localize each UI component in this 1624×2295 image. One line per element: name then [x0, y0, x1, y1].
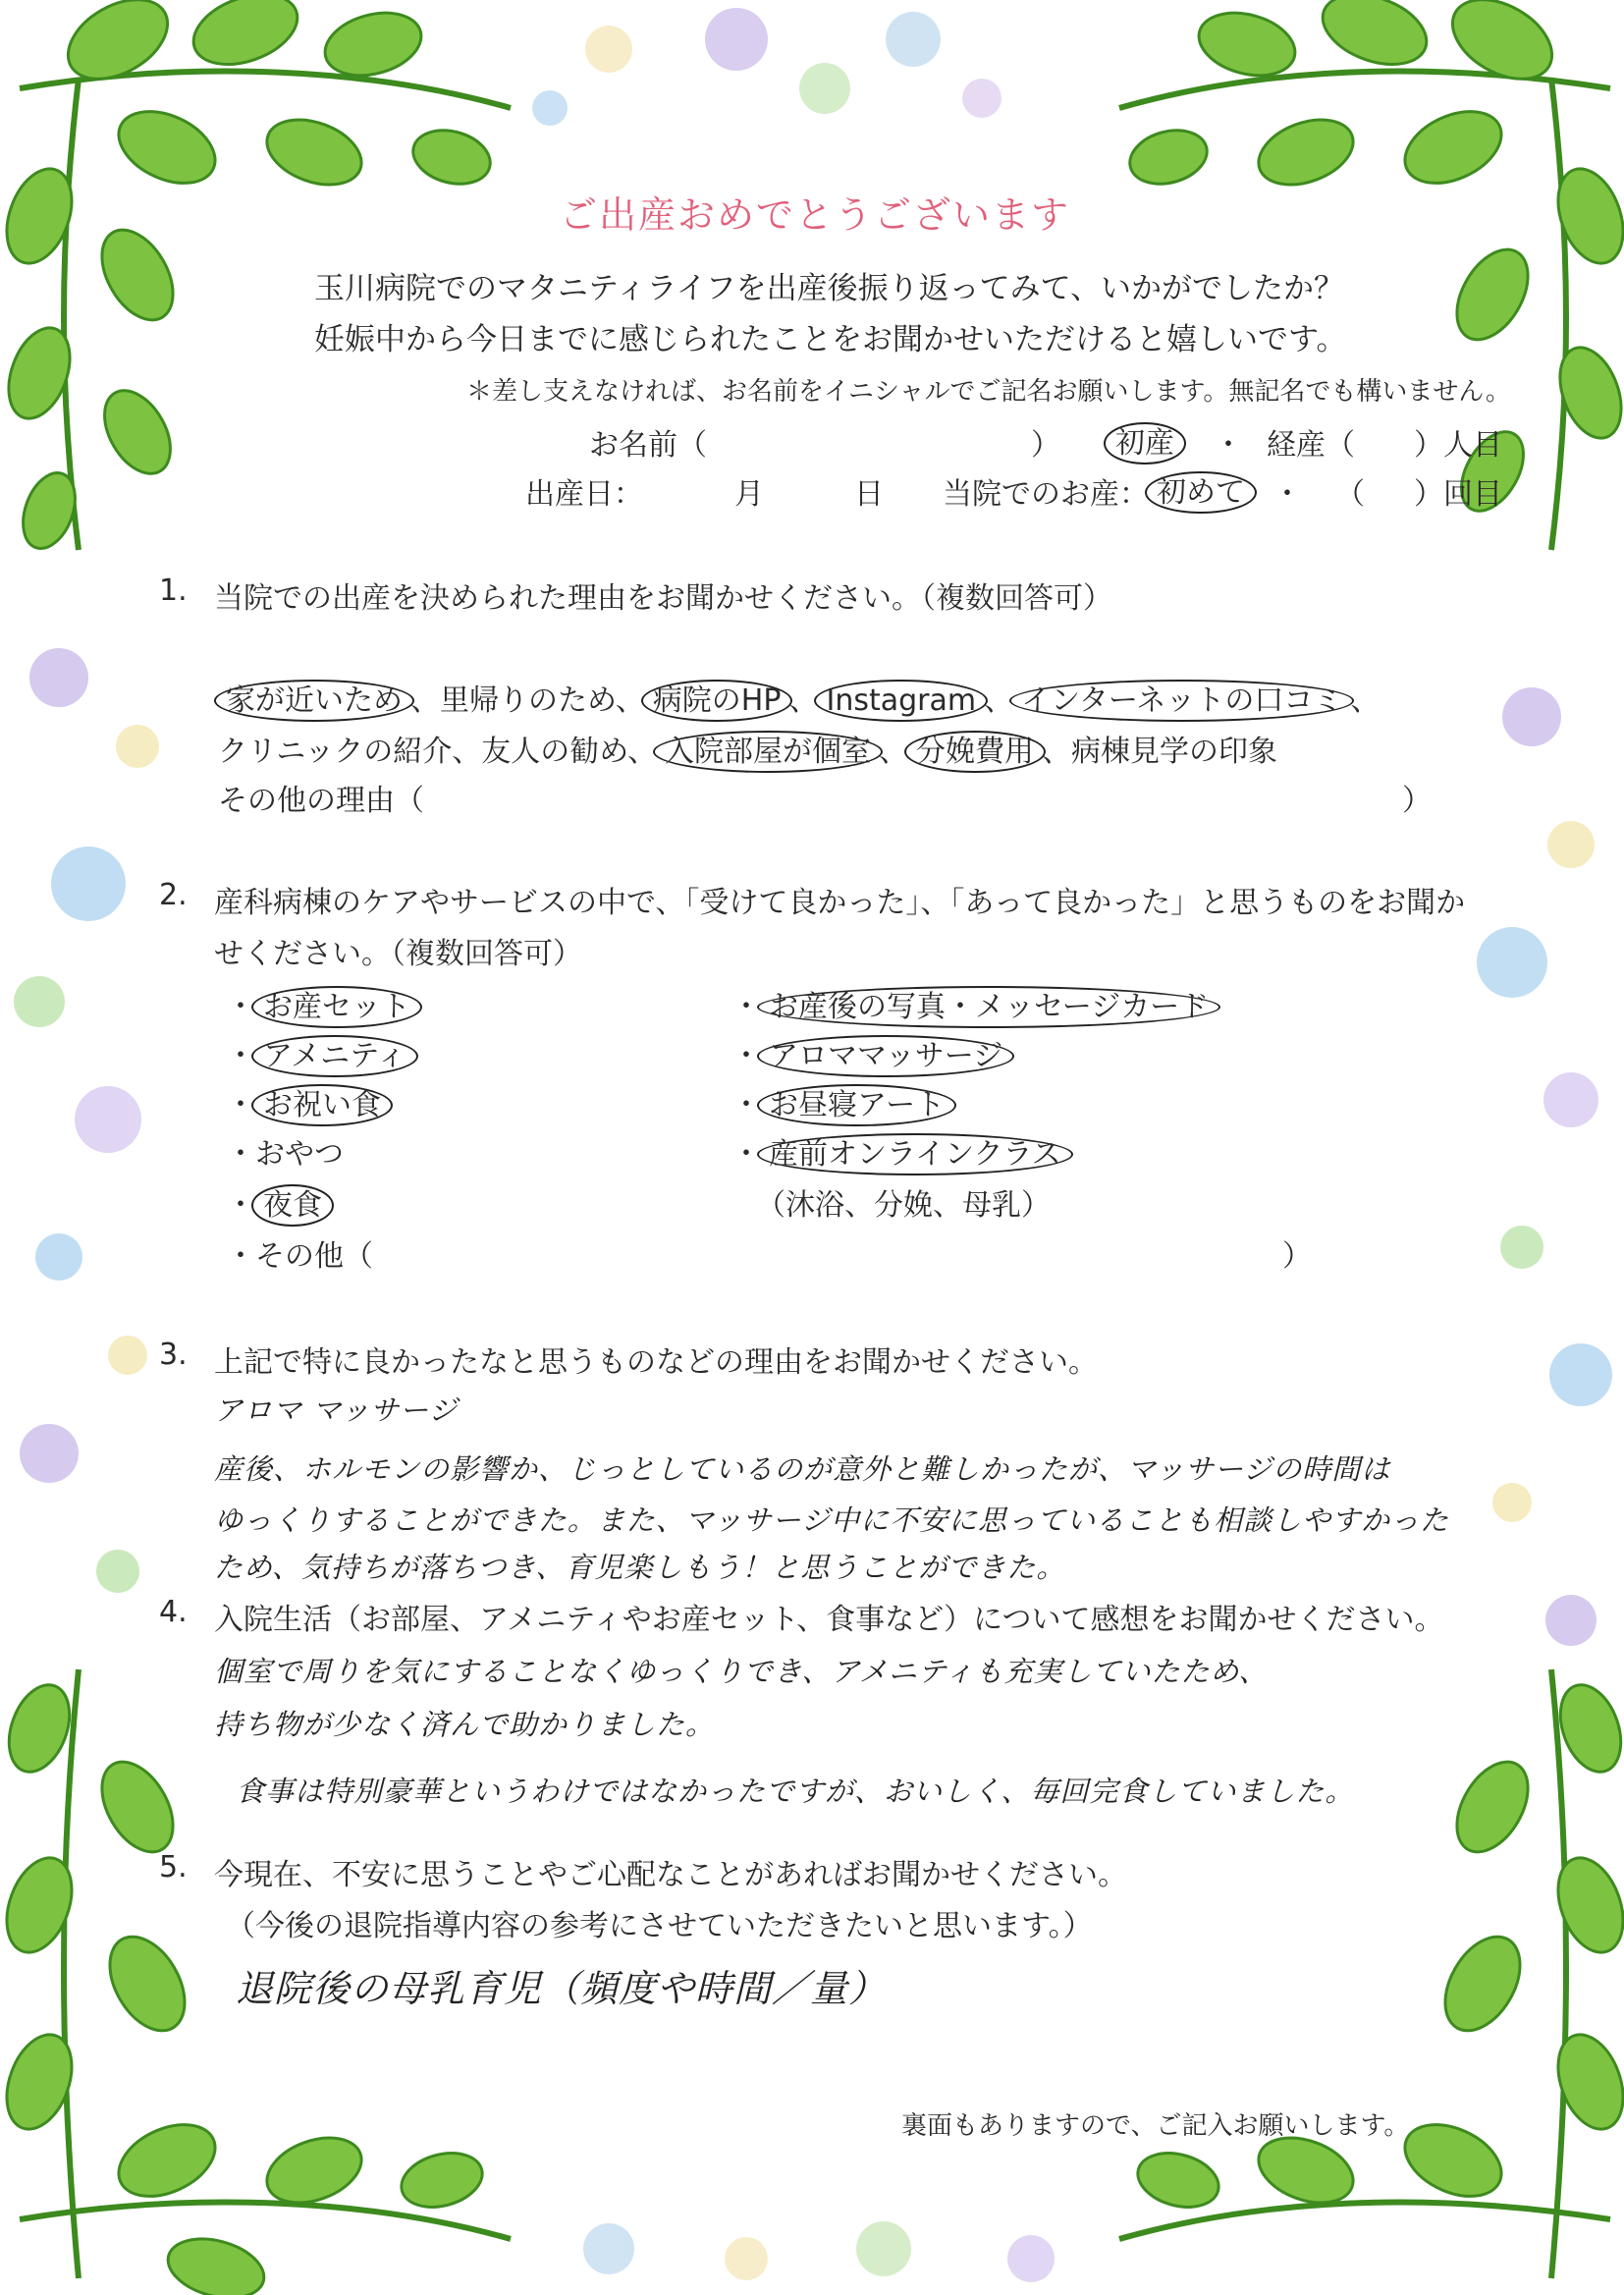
first-time-option[interactable]: [1149, 467, 1253, 511]
q1-option-delivery-cost[interactable]: 分娩費用: [904, 731, 1046, 773]
q2-label-online-class: 産前オンラインクラス: [757, 1133, 1073, 1175]
q1-row-1: [218, 676, 1380, 719]
q3-answer-line-2: 産後、ホルモンの影響か、じっとしているのが意外と難しかったが、マッサージの時間は: [214, 1452, 1391, 1486]
q5-text: 今現在、不安に思うことやご心配なことがあればお聞かせください。: [214, 1858, 1127, 1892]
q1-sep: 、: [788, 683, 819, 718]
bullet: ・: [226, 1188, 255, 1223]
first-birth-label: 初産: [1104, 422, 1186, 464]
q1-option-internet-reviews[interactable]: インターネットの口コミ: [1009, 680, 1354, 722]
times-close: ）回目: [1414, 477, 1502, 512]
dot-2: ・: [1272, 477, 1302, 512]
q2-label-amenity: アメニティ: [251, 1035, 418, 1077]
q2-online-class-sub: （沐浴、分娩、母乳）: [756, 1188, 1051, 1223]
q2-label-photo-card: お産後の写真・メッセージカード: [757, 986, 1220, 1028]
q1-option-instagram[interactable]: Instagram: [814, 680, 988, 722]
q2-label-nap-art: お昼寝アート: [757, 1084, 956, 1126]
bullet: ・: [731, 1088, 761, 1122]
q5-answer: 退院後の母乳育児（頻度や時間／量）: [236, 1967, 888, 2010]
q3-answer-line-3: ゆっくりすることができた。また、マッサージ中に不安に思っていることも相談しやすかった: [214, 1503, 1449, 1537]
q2-text-line-2: せください。（複数回答可）: [214, 937, 582, 971]
q1-option-private-room[interactable]: 入院部屋が個室: [653, 731, 883, 773]
q2-label-birth-set: お産セット: [251, 986, 422, 1028]
name-note: ＊差し支えなければ、お名前をイニシャルでご記名お願いします。無記名でも構いません。: [466, 377, 1511, 407]
q2-option-celebration-meal[interactable]: [226, 1080, 389, 1123]
dot: ・: [1214, 428, 1243, 463]
multi-birth-label: 経産（: [1267, 428, 1355, 463]
q4-text: 入院生活（お部屋、アメニティやお産セット、食事など）について感想をお聞かせください。: [214, 1603, 1444, 1637]
multi-birth-close: ）人目: [1414, 428, 1502, 463]
q2-option-aroma-massage[interactable]: [731, 1031, 1010, 1074]
day-label: 日: [854, 477, 884, 512]
q2-text-line-1: 産科病棟のケアやサービスの中で、「受けて良かった」、「あって良かった」と思うものをお聞か: [214, 886, 1466, 920]
bullet: ・: [226, 1039, 255, 1073]
name-label: お名前（: [589, 428, 707, 463]
hospital-birth-label: 当院でのお産：: [943, 477, 1149, 512]
q4-answer-line-1: 個室で周りを気にすることなくゆっくりでき、アメニティも充実していたため、: [214, 1655, 1269, 1688]
bullet: ・: [731, 990, 761, 1024]
q4-number: 4.: [159, 1595, 188, 1629]
q2-number: 2.: [159, 878, 188, 912]
q2-option-birth-set[interactable]: [226, 982, 418, 1025]
q3-number: 3.: [159, 1338, 188, 1372]
q2-option-snack[interactable]: [226, 1129, 344, 1173]
q1-other-label: その他の理由（: [218, 784, 424, 818]
bullet: ・: [226, 1239, 255, 1274]
q1-text-return-home: 、里帰りのため、: [410, 683, 645, 718]
bullet: ・: [731, 1039, 761, 1073]
q2-option-online-class[interactable]: [731, 1129, 1069, 1173]
q2-option-other[interactable]: [226, 1231, 373, 1275]
q2-label-snack: おやつ: [255, 1137, 344, 1172]
q2-other-close: ）: [1282, 1239, 1312, 1274]
first-time-label: 初めて: [1145, 471, 1257, 514]
q1-text-clinic-friend: クリニックの紹介、友人の勧め、: [218, 735, 657, 769]
q1-sep-2: 、: [984, 683, 1014, 718]
q2-label-aroma-massage: アロママッサージ: [757, 1035, 1014, 1077]
q1-row-2: [218, 727, 1277, 770]
q2-label-night-meal: 夜食: [251, 1184, 334, 1227]
q2-option-amenity[interactable]: [226, 1031, 414, 1074]
q1-sep-3: 、: [1350, 683, 1380, 718]
first-birth-option[interactable]: [1108, 418, 1182, 462]
name-close: ）: [1031, 428, 1060, 463]
page-title: ご出産おめでとうございます: [560, 193, 1071, 237]
q2-label-other: その他（: [255, 1239, 373, 1274]
intro-line-2: 妊娠中から今日までに感じられたことをお聞かせいただけると嬉しいです。: [314, 322, 1347, 357]
q5-sub: （今後の退院指導内容の参考にさせていただきたいと思います。）: [226, 1909, 1093, 1943]
q4-answer-line-3: 食事は特別豪華というわけではなかったですが、おいしく、毎回完食していました。: [236, 1775, 1355, 1808]
q1-text: 当院での出産を決められた理由をお聞かせください。（複数回答可）: [214, 581, 1112, 616]
bullet: ・: [226, 990, 255, 1024]
q5-number: 5.: [159, 1850, 188, 1885]
bullet: ・: [226, 1137, 255, 1172]
q1-option-hospital-hp[interactable]: 病院のHP: [641, 680, 793, 722]
times-open: （: [1335, 477, 1365, 512]
q1-text-ward-tour: 、病棟見学の印象: [1042, 735, 1277, 769]
bullet: ・: [226, 1088, 255, 1122]
q2-option-photo-card[interactable]: [731, 982, 1217, 1025]
q2-option-nap-art[interactable]: [731, 1080, 952, 1123]
q2-label-celebration-meal: お祝い食: [251, 1084, 393, 1126]
q2-option-night-meal[interactable]: [226, 1180, 330, 1224]
intro-line-1: 玉川病院でのマタニティライフを出産後振り返ってみて、いかがでしたか？: [314, 271, 1345, 306]
bullet: ・: [731, 1137, 761, 1172]
q1-option-near-home[interactable]: 家が近いため: [214, 680, 414, 722]
q3-answer-line-4: ため、気持ちが落ちつき、育児楽しもう！と思うことができた。: [214, 1551, 1066, 1584]
birthdate-label: 出産日：: [525, 477, 643, 512]
q3-text: 上記で特に良かったなと思うものなどの理由をお聞かせください。: [214, 1345, 1098, 1380]
footer-note: 裏面もありますので、ご記入お願いします。: [901, 2111, 1410, 2141]
q1-sep-4: 、: [879, 735, 908, 769]
q4-answer-line-2: 持ち物が少なく済んで助かりました。: [214, 1708, 716, 1741]
q3-answer-line-1: アロマ マッサージ: [214, 1393, 459, 1427]
month-label: 月: [734, 477, 764, 512]
q1-number: 1.: [159, 574, 188, 608]
q1-other-close: ）: [1402, 784, 1432, 818]
